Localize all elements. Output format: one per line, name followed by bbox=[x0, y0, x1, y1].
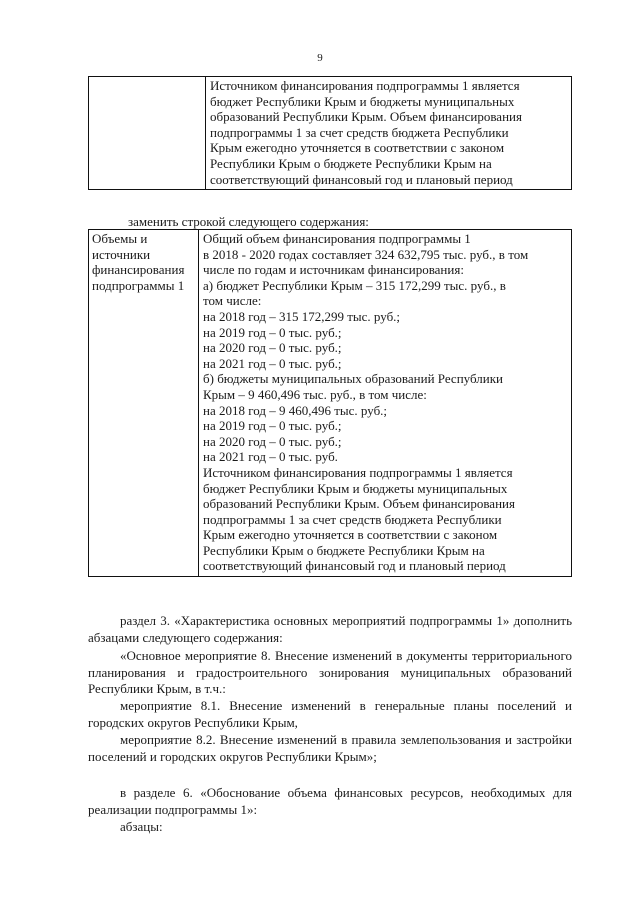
table2-line: на 2019 год – 0 тыс. руб.; bbox=[203, 418, 342, 434]
table1-line: соответствующий финансовый год и плановый период bbox=[210, 171, 513, 187]
table2-line: подпрограммы 1 за счет средств бюджета Республики bbox=[203, 511, 502, 527]
table1-line: Республики Крым о бюджете Республики Крым на bbox=[210, 155, 492, 171]
table2-left-line: подпрограммы 1 bbox=[92, 277, 185, 293]
table2-line: на 2019 год – 0 тыс. руб.; bbox=[203, 324, 342, 340]
funding-source-table-old bbox=[88, 76, 572, 190]
page-number: 9 bbox=[317, 52, 323, 64]
table2-line: бюджет Республики Крым и бюджеты муниципальных bbox=[203, 480, 508, 496]
table2-left-cell bbox=[89, 230, 199, 577]
table2-line: Крым – 9 460,496 тыс. руб., в том числе: bbox=[203, 386, 427, 402]
table2-right-cell bbox=[199, 230, 572, 577]
table2-line: Источником финансирования подпрограммы 1 является bbox=[203, 464, 513, 480]
paragraph-section6: в разделе 6. «Обоснование объема финансовых ресурсов, необходимых для реализации подпрограммы 1»: bbox=[88, 785, 572, 817]
table2-line: на 2020 год – 0 тыс. руб.; bbox=[203, 433, 342, 449]
table2-line: Общий объем финансирования подпрограммы 1 bbox=[203, 231, 471, 246]
table2-line: на 2021 год – 0 тыс. руб. bbox=[203, 449, 338, 465]
table2-line: б) бюджеты муниципальных образований Республики bbox=[203, 371, 503, 387]
table2-line: Республики Крым о бюджете Республики Крым на bbox=[203, 542, 485, 558]
paragraph-measure8-1: мероприятие 8.1. Внесение изменений в генеральные планы поселений и городских округов Республики Крым, bbox=[88, 698, 572, 730]
funding-volume-table-new bbox=[88, 229, 572, 577]
table2-line: на 2018 год – 315 172,299 тыс. руб.; bbox=[203, 308, 401, 324]
paragraph-measure8-2: мероприятие 8.2. Внесение изменений в правила землепользования и застройки поселений и городских округов Республики Крым»; bbox=[88, 732, 572, 764]
replace-intro: заменить строкой следующего содержания: bbox=[128, 214, 369, 229]
table1-line: подпрограммы 1 за счет средств бюджета Республики bbox=[210, 124, 509, 140]
table1-line: бюджет Республики Крым и бюджеты муниципальных bbox=[210, 93, 515, 109]
table2-line: на 2021 год – 0 тыс. руб.; bbox=[203, 355, 342, 371]
table2-left-line: финансирования bbox=[92, 262, 185, 278]
table2-line: соответствующий финансовый год и плановый период bbox=[203, 558, 506, 574]
paragraph-abzacy: абзацы: bbox=[120, 819, 163, 834]
table2-line: на 2020 год – 0 тыс. руб.; bbox=[203, 340, 342, 356]
table2-left-line: источники bbox=[92, 246, 151, 262]
table2-line: числе по годам и источникам финансирования: bbox=[203, 262, 464, 278]
table2-line: образований Республики Крым. Объем финансирования bbox=[203, 496, 515, 512]
table1-line: Крым ежегодно уточняется в соответствии с законом bbox=[210, 140, 505, 156]
table2-line: Крым ежегодно уточняется в соответствии с законом bbox=[203, 527, 498, 543]
paragraph-measure8: «Основное мероприятие 8. Внесение изменений в документы территориального планирования и градостроительного зонирования муниципальных образований Республики Крым, в т.ч.: bbox=[88, 648, 572, 696]
table2-line: том числе: bbox=[203, 293, 262, 309]
table2-left-line: Объемы и bbox=[92, 231, 148, 246]
paragraph-section3: раздел 3. «Характеристика основных мероприятий подпрограммы 1» дополнить абзацами следующего содержания: bbox=[88, 613, 572, 645]
table1-line: образований Республики Крым. Объем финансирования bbox=[210, 109, 522, 125]
table2-line: в 2018 - 2020 годах составляет 324 632,795 тыс. руб., в том bbox=[203, 246, 529, 262]
table1-left-cell bbox=[89, 77, 206, 190]
table2-line: на 2018 год – 9 460,496 тыс. руб.; bbox=[203, 402, 388, 418]
table1-line: Источником финансирования подпрограммы 1 является bbox=[210, 78, 520, 93]
table2-line: а) бюджет Республики Крым – 315 172,299 тыс. руб., в bbox=[203, 277, 506, 293]
table1-right-cell bbox=[206, 77, 572, 190]
